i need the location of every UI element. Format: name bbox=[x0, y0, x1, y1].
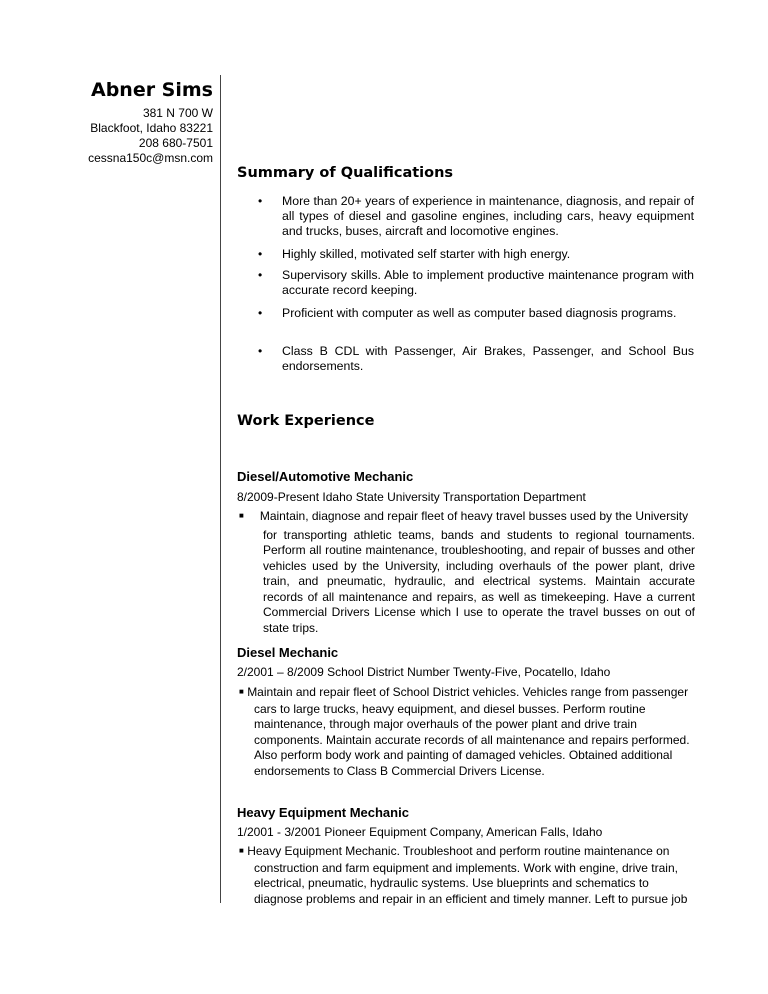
bullet-icon: • bbox=[258, 194, 263, 208]
job-description: ■ Heavy Equipment Mechanic. Troubleshoot and perform routine maintenance on construction and farm equipment and implements. Work with engine, drive train, electrical, pneumatic, hydraulic systems. Use blueprints and schematics to diagnose problems and repair in an efficient and timely manner. Left to pursue job bbox=[239, 844, 688, 906]
job-title: Diesel Mechanic bbox=[237, 645, 339, 660]
column-divider bbox=[220, 75, 221, 903]
bullet-icon: • bbox=[258, 247, 263, 261]
job-description: ■ Maintain, diagnose and repair fleet of heavy travel busses used by the University for transporting athletic teams, bands and students to regional tournaments. Perform all routine maintenance, troubleshooting, and repair of busses and other vehicles used by the University, including overhauls of the power plant, drive train, and pneumatic, hydraulic, and electrical systems. Maintain accurate records of all maintenance and repairs, as well as timekeeping. Have a current Commercial Drivers License which I use to operate the travel busses on out of state trips. bbox=[239, 509, 695, 635]
address-line-2: Blackfoot, Idaho 83221 bbox=[90, 121, 213, 135]
square-bullet-icon: ■ bbox=[239, 846, 244, 855]
bullet-icon: • bbox=[258, 306, 263, 320]
summary-item: • More than 20+ years of experience in maintenance, diagnosis, and repair of all types of diesel and gasoline engines, including cars, heavy equipment and trucks, buses, aircraft and locomotive engines. bbox=[258, 194, 694, 238]
job-description: ■ Maintain and repair fleet of School District vehicles. Vehicles range from passenger cars to large trucks, heavy equipment, and diesel busses. Perform routine maintenance, through major overhauls of the power plant and drive train components. Maintain accurate records of all maintenance and repairs performed. Also perform body work and painting of damaged vehicles. Obtained additional endorsements to Class B Commercial Drivers License. bbox=[239, 685, 690, 778]
address-line-1: 381 N 700 W bbox=[142, 106, 213, 120]
summary-item: • Proficient with computer as well as computer based diagnosis programs. bbox=[258, 306, 677, 320]
job-dates-employer: 8/2009-Present Idaho State University Transportation Department bbox=[237, 490, 586, 504]
job-dates-employer: 2/2001 – 8/2009 School District Number Twenty-Five, Pocatello, Idaho bbox=[237, 665, 611, 679]
bullet-icon: • bbox=[258, 268, 263, 282]
job-title: Heavy Equipment Mechanic bbox=[237, 805, 409, 820]
phone-number: 208 680-7501 bbox=[138, 136, 213, 150]
square-bullet-icon: ■ bbox=[239, 687, 244, 696]
email-address: cessna150c@msn.com bbox=[88, 151, 213, 165]
job-title: Diesel/Automotive Mechanic bbox=[237, 469, 414, 484]
square-bullet-icon: ■ bbox=[239, 511, 244, 520]
summary-item: • Supervisory skills. Able to implement productive maintenance program with accurate record keeping. bbox=[258, 268, 694, 297]
summary-heading: Summary of Qualifications bbox=[237, 165, 454, 181]
resume-name: Abner Sims bbox=[90, 79, 213, 101]
contact-block bbox=[88, 106, 213, 166]
bullet-icon: • bbox=[258, 344, 263, 358]
work-heading: Work Experience bbox=[237, 413, 375, 429]
summary-item: • Highly skilled, motivated self starter with high energy. bbox=[258, 247, 571, 261]
summary-item: • Class B CDL with Passenger, Air Brakes, Passenger, and School Bus endorsements. bbox=[258, 344, 694, 373]
job-dates-employer: 1/2001 - 3/2001 Pioneer Equipment Company, American Falls, Idaho bbox=[237, 825, 603, 839]
